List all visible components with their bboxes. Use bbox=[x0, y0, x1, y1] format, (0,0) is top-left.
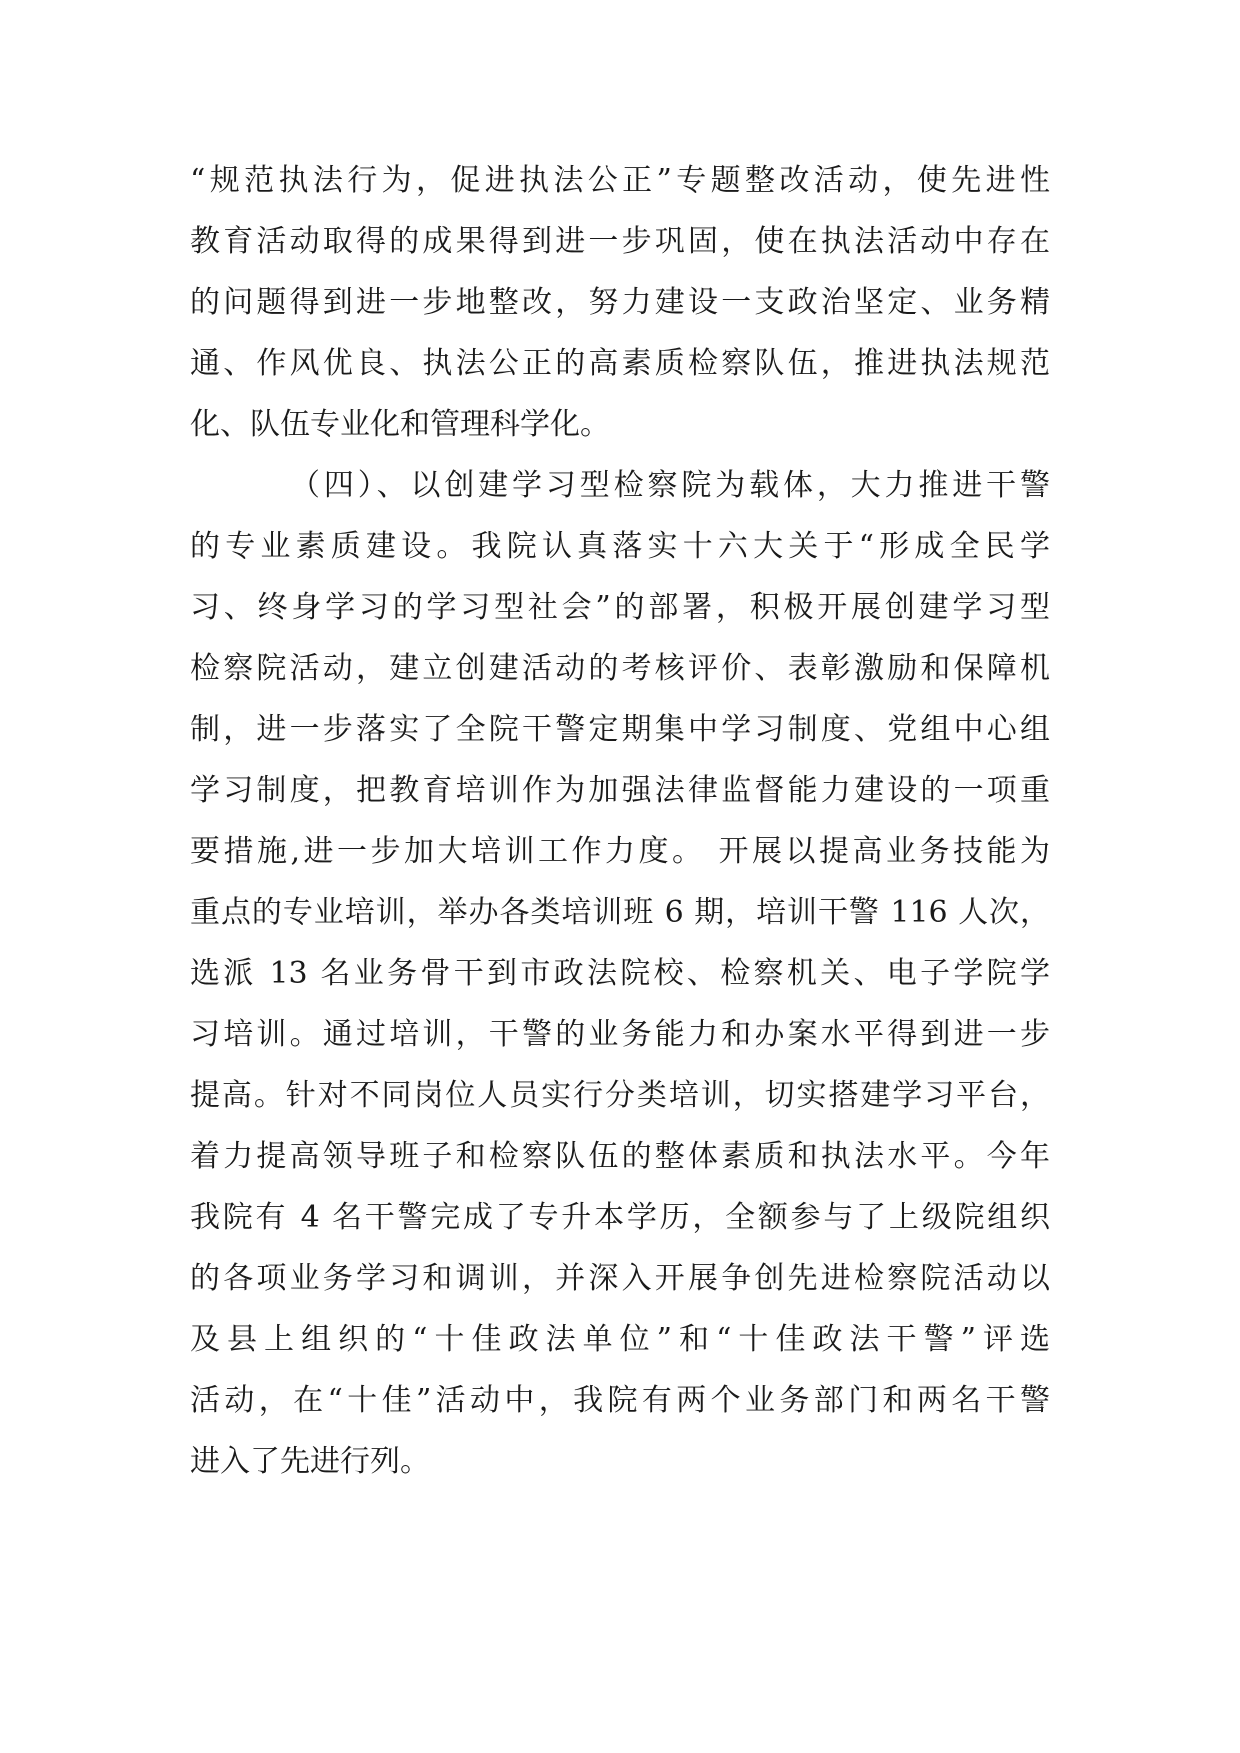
text-line: 及县上组织的“十佳政法单位”和“十佳政法干警”评选 bbox=[190, 1322, 1050, 1357]
text-line: 的问题得到进一步地整改，努力建设一支政治坚定、业务精 bbox=[190, 285, 1050, 320]
text-line: 的专业素质建设。我院认真落实十六大关于“形成全民学 bbox=[190, 529, 1050, 564]
text-line: 化、队伍专业化和管理科学化。 bbox=[190, 407, 610, 442]
text-line: 学习制度，把教育培训作为加强法律监督能力建设的一项重 bbox=[190, 773, 1050, 808]
text-line: 习培训。通过培训，干警的业务能力和办案水平得到进一步 bbox=[190, 1017, 1050, 1052]
text-line: 的各项业务学习和调训，并深入开展争创先进检察院活动以 bbox=[190, 1261, 1050, 1296]
text-line: 着力提高领导班子和检察队伍的整体素质和执法水平。今年 bbox=[190, 1139, 1050, 1174]
text-line: “规范执法行为，促进执法公正”专题整改活动，使先进性 bbox=[190, 163, 1050, 198]
text-line: 教育活动取得的成果得到进一步巩固，使在执法活动中存在 bbox=[190, 224, 1050, 259]
text-line: 活动，在“十佳”活动中，我院有两个业务部门和两名干警 bbox=[190, 1383, 1050, 1418]
section-heading-line: （四）、以创建学习型检察院为载体，大力推进干警 bbox=[290, 468, 1050, 503]
text-line: 要措施,进一步加大培训工作力度。 开展以提高业务技能为 bbox=[190, 834, 1050, 869]
document-page bbox=[190, 150, 1050, 1492]
text-line: 我院有 4 名干警完成了专升本学历，全额参与了上级院组织 bbox=[190, 1200, 1050, 1235]
text-line: 重点的专业培训，举办各类培训班 6 期，培训干警 116 人次， bbox=[190, 895, 1050, 930]
text-line: 进入了先进行列。 bbox=[190, 1444, 430, 1479]
text-line: 提高。针对不同岗位人员实行分类培训，切实搭建学习平台， bbox=[190, 1078, 1050, 1113]
text-line: 通、作风优良、执法公正的高素质检察队伍，推进执法规范 bbox=[190, 346, 1050, 381]
text-line: 检察院活动，建立创建活动的考核评价、表彰激励和保障机 bbox=[190, 651, 1050, 686]
text-line: 习、终身学习的学习型社会”的部署，积极开展创建学习型 bbox=[190, 590, 1050, 625]
text-line: 选派 13 名业务骨干到市政法院校、检察机关、电子学院学 bbox=[190, 956, 1050, 991]
paragraph-continuation bbox=[190, 150, 1050, 455]
paragraph-section-four bbox=[190, 455, 1050, 1492]
text-line: 制，进一步落实了全院干警定期集中学习制度、党组中心组 bbox=[190, 712, 1050, 747]
